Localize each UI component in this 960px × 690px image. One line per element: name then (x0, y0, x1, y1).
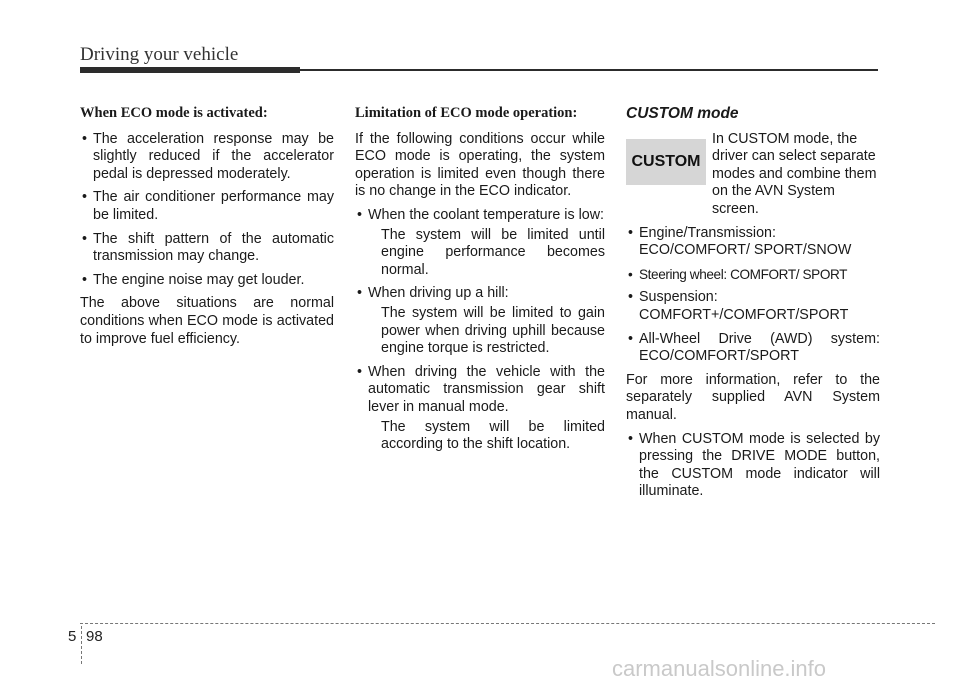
body-paragraph: For more information, refer to the separately supplied AVN System manual. (626, 371, 880, 423)
list-item (355, 285, 605, 357)
list-item: • Engine/Transmission: ECO/COMFORT/ SPORT/SNOW (626, 225, 880, 260)
list-item: • The shift pattern of the automatic transmission may change. (80, 231, 334, 266)
custom-intro-block (626, 131, 880, 219)
item-label: When driving up a hill: (368, 285, 509, 302)
header-rule (300, 69, 878, 71)
bullet-list (626, 431, 880, 501)
item-detail: The system will be limited according to the shift location. (381, 418, 605, 453)
body-paragraph: In CUSTOM mode, the driver can select separate modes and combine them on the AVN System screen. (712, 130, 877, 217)
custom-mode-icon: CUSTOM (626, 139, 706, 185)
page-header-title: Driving your vehicle (80, 44, 239, 65)
body-paragraph: If the following conditions occur while ECO mode is operating, the system operation is limited even though there is no change in the ECO indicator. (355, 130, 605, 200)
footer-divider (81, 626, 82, 664)
list-item: • The engine noise may get louder. (80, 272, 334, 290)
item-label: When the coolant temperature is low: (368, 206, 605, 223)
item-detail: The system will be limited until engine performance becomes normal. (381, 226, 605, 278)
column-custom-mode (626, 105, 880, 507)
watermark: carmanualsonline.info (612, 656, 827, 681)
section-heading: Limitation of ECO mode operation: (355, 105, 578, 121)
list-item (355, 207, 605, 279)
bullet-list (80, 131, 334, 290)
list-item: • Suspension: COMFORT+/COMFORT/SPORT (626, 289, 880, 324)
section-heading: CUSTOM mode (626, 105, 739, 122)
header-accent-bar (80, 67, 300, 73)
footer-rule (80, 623, 935, 624)
bullet-list (355, 207, 605, 454)
page-number: 98 (86, 628, 103, 645)
chapter-number: 5 (68, 628, 77, 645)
column-eco-limitation (355, 105, 605, 460)
bullet-list (626, 225, 880, 366)
item-detail: The system will be limited to gain power when driving uphill because engine torque is restricted. (381, 304, 605, 357)
list-item (355, 364, 605, 454)
list-item: • The air conditioner performance may be limited. (80, 189, 334, 224)
list-item: • Steering wheel: COMFORT/ SPORT (626, 266, 880, 284)
list-item: • When CUSTOM mode is selected by pressing the DRIVE MODE button, the CUSTOM mode indicator will illuminate. (626, 431, 880, 501)
body-paragraph: The above situations are normal conditions when ECO mode is activated to improve fuel efficiency. (80, 295, 334, 347)
list-item: • The acceleration response may be slightly reduced if the accelerator pedal is depressed moderately. (80, 131, 334, 184)
item-label: When driving the vehicle with the automatic transmission gear shift lever in manual mode. (368, 363, 605, 415)
section-heading: When ECO mode is activated: (80, 105, 268, 121)
list-item: • All-Wheel Drive (AWD) system: ECO/COMFORT/SPORT (626, 331, 880, 366)
column-eco-activated (80, 105, 334, 354)
